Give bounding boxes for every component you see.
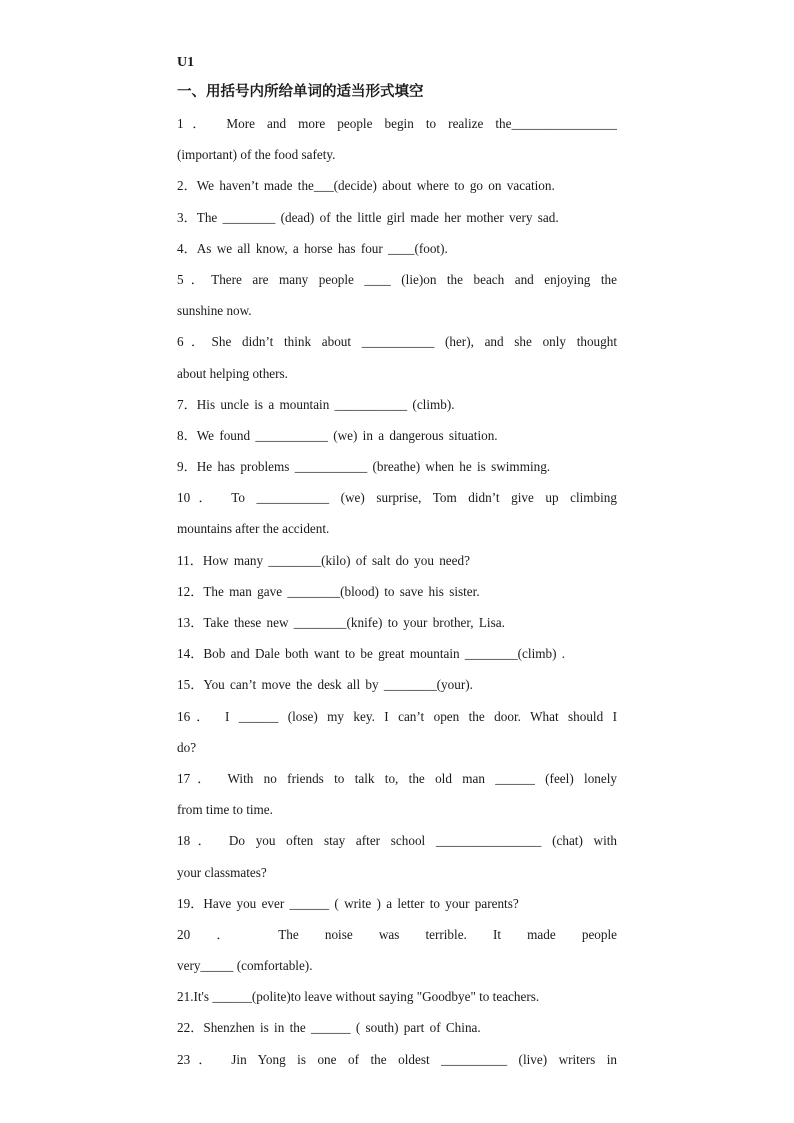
question-line: your classmates?: [177, 864, 267, 880]
question-line: 4．As we all know, a horse has four ____(foot).: [177, 240, 448, 256]
question-line: 12．The man gave ________(blood) to save his sister.: [177, 583, 480, 599]
question-line: 11．How many ________(kilo) of salt do you need?: [177, 552, 470, 568]
question-line: 7．His uncle is a mountain ___________ (climb).: [177, 396, 455, 412]
question-line: very_____ (comfortable).: [177, 958, 313, 974]
question-line: do?: [177, 739, 197, 755]
question-line: 6．She didn’t think about ___________ (her), and she only thought: [177, 334, 617, 350]
section-title: 一、用括号内所给单词的适当形式填空: [177, 84, 424, 100]
question-line: 2．We haven’t made the___(decide) about where to go on vacation.: [177, 178, 555, 194]
question-line: 1． More and more people begin to realize the________________: [177, 116, 617, 131]
question-line: 19．Have you ever ______ ( write ) a letter to your parents?: [177, 895, 519, 911]
unit-title: U1: [177, 55, 195, 70]
question-line: (important) of the food safety.: [177, 147, 336, 163]
question-line: 23． Jin Yong is one of the oldest __________ (live) writers in: [177, 1051, 617, 1067]
question-line: 22．Shenzhen is in the ______ ( south) part of China.: [177, 1020, 481, 1036]
question-line: 8．We found ___________ (we) in a dangerous situation.: [177, 427, 498, 443]
question-line: about helping others.: [177, 365, 288, 381]
question-line: 20 ． The noise was terrible. It made people: [177, 926, 617, 942]
question-line: from time to time.: [177, 802, 273, 818]
question-line: 15．You can’t move the desk all by ________(your).: [177, 677, 473, 693]
question-line: 5．There are many people ____ (lie)on the beach and enjoying the: [177, 271, 617, 287]
question-line: 17． With no friends to talk to, the old man ______ (feel) lonely: [177, 770, 617, 786]
question-line: 21.It's ______(polite)to leave without saying "Goodbye" to teachers.: [177, 989, 540, 1005]
question-line: 13．Take these new ________(knife) to your brother, Lisa.: [177, 615, 505, 630]
question-line: 18． Do you often stay after school ________________ (chat) with: [177, 833, 617, 849]
question-line: 14．Bob and Dale both want to be great mountain ________(climb) .: [177, 646, 566, 662]
worksheet-page: [177, 48, 617, 1075]
question-line: 3．The ________ (dead) of the little girl made her mother very sad.: [177, 209, 559, 225]
question-line: mountains after the accident.: [177, 521, 330, 537]
question-line: 10． To ___________ (we) surprise, Tom didn’t give up climbing: [177, 490, 617, 506]
question-line: 9．He has problems ___________ (breathe) when he is swimming.: [177, 459, 551, 475]
question-line: 16． I ______ (lose) my key. I can’t open the door. What should I: [177, 708, 617, 724]
question-line: sunshine now.: [177, 303, 252, 319]
